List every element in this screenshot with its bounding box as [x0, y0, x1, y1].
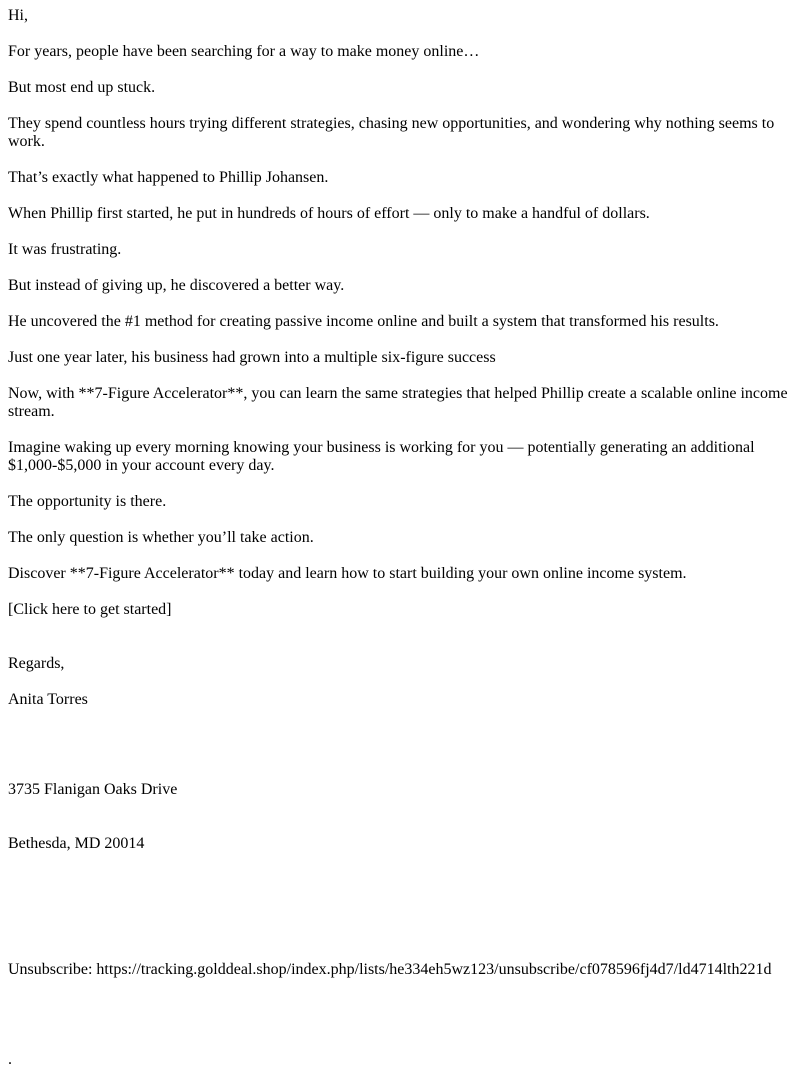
address-line-2: Bethesda, MD 20014: [8, 835, 145, 852]
trailing-dot: .: [8, 1051, 12, 1068]
spacer: [8, 907, 792, 961]
get-started-link[interactable]: [Click here to get started]: [8, 601, 172, 618]
spacer: [8, 997, 792, 1051]
paragraph: The opportunity is there.: [8, 493, 167, 510]
spacer: [8, 727, 792, 745]
sender-name: Anita Torres: [8, 691, 88, 708]
paragraph: For years, people have been searching for a way to make money online…: [8, 43, 480, 60]
email-body: [8, 7, 792, 1069]
paragraph: But instead of giving up, he discovered a better way.: [8, 277, 345, 294]
paragraph: But most end up stuck.: [8, 79, 156, 96]
paragraph: They spend countless hours trying different strategies, chasing new opportunities, and wondering why nothing seems to work.: [8, 115, 779, 150]
paragraph: Imagine waking up every morning knowing your business is working for you — potentially generating an additional $1,000-$5,000 in your account every day.: [8, 439, 759, 474]
paragraph: That’s exactly what happened to Phillip Johansen.: [8, 169, 329, 186]
paragraph: It was frustrating.: [8, 241, 122, 258]
paragraph: Just one year later, his business had grown into a multiple six-figure success: [8, 349, 496, 366]
paragraph: He uncovered the #1 method for creating passive income online and built a system that transformed his results.: [8, 313, 719, 330]
paragraph: Now, with **7-Figure Accelerator**, you can learn the same strategies that helped Phillip create a scalable online income stream.: [8, 385, 792, 420]
paragraph: The only question is whether you’ll take action.: [8, 529, 314, 546]
paragraph: When Phillip first started, he put in hundreds of hours of effort — only to make a handful of dollars.: [8, 205, 650, 222]
address-line-1: 3735 Flanigan Oaks Drive: [8, 781, 178, 798]
unsubscribe-link[interactable]: Unsubscribe: https://tracking.golddeal.shop/index.php/lists/he334eh5wz123/unsubscribe/cf078596fj4d7/ld4714lth221d: [8, 961, 772, 978]
greeting: Hi,: [8, 7, 28, 24]
paragraph: Discover **7-Figure Accelerator** today and learn how to start building your own online income system.: [8, 565, 687, 582]
postal-address: [8, 745, 792, 889]
spacer: [8, 637, 792, 655]
signoff: Regards,: [8, 655, 65, 672]
